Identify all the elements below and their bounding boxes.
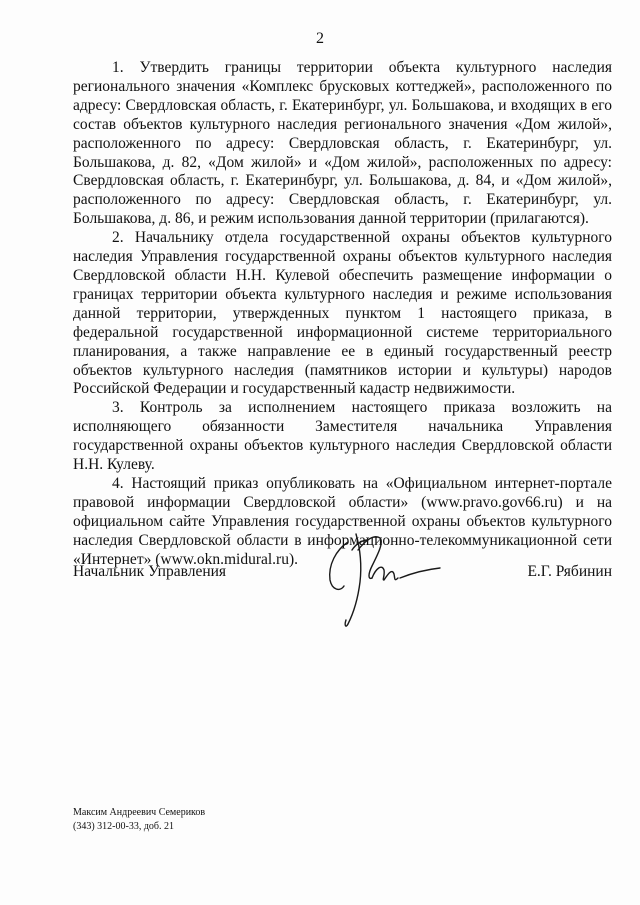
order-body xyxy=(73,59,612,569)
executor-info xyxy=(73,806,205,834)
handwritten-signature xyxy=(318,520,448,630)
paragraph-2: 2. Начальнику отдела государственной охраны объектов культурного наследия Управления государственной охраны объектов культурного наследия Свердловской области Н.Н. Кулевой обеспечить размещение информации о границах территории объекта культурного наследия и режиме использования данной территории, утвержденных пунктом 1 настоящего приказа, в федеральной государственной информационной системе территориального планирования, а также направление ее в единый государственный реестр объектов культурного наследия (памятников истории и культуры) народов Российской Федерации и государственный кадастр недвижимости. xyxy=(73,229,612,398)
signatory-name: Е.Г. Рябинин xyxy=(527,563,612,580)
paragraph-4: 4. Настоящий приказ опубликовать на «Официальном интернет-портале правовой информации Свердловской области» (www.pravo.gov66.ru) и на официальном сайте Управления государственной охраны объектов культурного наследия Свердловской области в информационно-телекоммуникационной сети «Интернет» (www.okn.midural.ru). xyxy=(73,474,612,568)
page-number: 2 xyxy=(316,30,324,47)
executor-phone: (343) 312-00-33, доб. 21 xyxy=(73,821,174,832)
paragraph-3: 3. Контроль за исполнением настоящего приказа возложить на исполняющего обязанности Заместителя начальника Управления государственной охраны объектов культурного наследия Свердловской области Н.Н. Кулеву. xyxy=(73,399,612,474)
executor-name: Максим Андреевич Семериков xyxy=(73,807,206,818)
signatory-title: Начальник Управления xyxy=(73,563,227,580)
paragraph-1: 1. Утвердить границы территории объекта культурного наследия регионального значения «Комплекс брусковых коттеджей», расположенного по адресу: Свердловская область, г. Екатеринбург, ул. Большакова, и входящих в его состав объектов культурного наследия регионального значения «Дом жилой», расположенного по адресу: Свердловская область, г. Екатеринбург, ул. Большакова, д. 82, «Дом жилой» и «Дом жилой», расположенных по адресу: Свердловская область, г. Екатеринбург, ул. Большакова, д. 84, и «Дом жилой», расположенного по адресу: Свердловская область, г. Екатеринбург, ул. Большакова, д. 86, и режим использования данной территории (прилагаются). xyxy=(73,59,612,228)
